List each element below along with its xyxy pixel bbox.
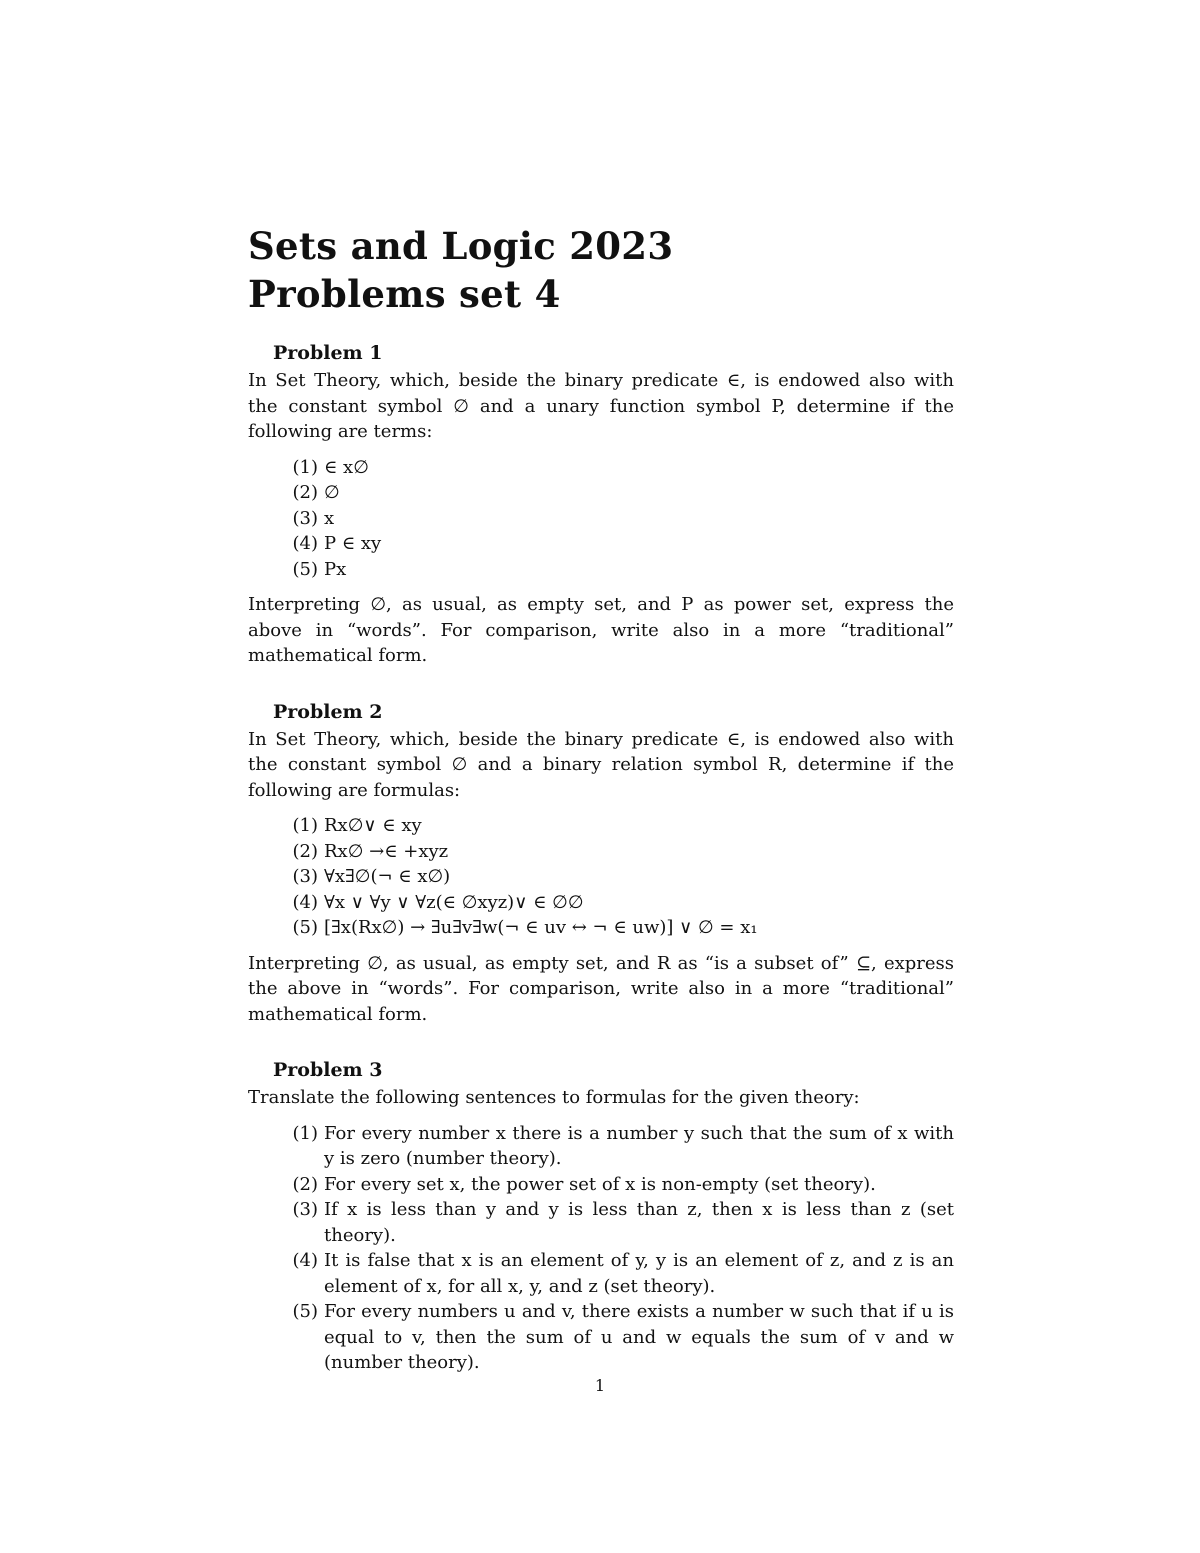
page-number: 1 [594,1376,606,1395]
list-item [248,1197,954,1248]
list-item [248,455,954,481]
problem-intro: In Set Theory, which, beside the binary predicate ∈, is endowed also with the constant symbol ∅ and a binary relation symbol R, determine if the following are formulas: [248,728,954,801]
item-text: For every numbers u and v, there exists a number w such that if u is equal to v, then the sum of u and w equals the sum of v and w (number theory). [324,1301,954,1373]
item-number: (4) [292,1250,318,1271]
problem-items [248,455,954,583]
item-text: For every set x, the power set of x is non-empty (set theory). [324,1173,876,1195]
item-text: If x is less than y and y is less than z, then x is less than z (set theory). [324,1199,954,1246]
item-number: (5) [292,917,318,938]
problem-items [248,1121,954,1376]
item-number: (2) [292,1173,318,1195]
list-item [248,1299,954,1376]
list-item [248,1121,954,1172]
item-number: (3) [292,507,318,529]
item-text: ∅ [324,482,340,503]
item-text: ∀x∃∅(¬ ∈ x∅) [324,866,451,887]
problem-heading: Problem 1 [273,342,383,364]
list-item [248,531,954,557]
problem-intro: Translate the following sentences to formulas for the given theory: [248,1087,860,1108]
item-number: (5) [292,558,318,580]
item-text: ∈ x∅ [324,456,369,478]
problem-1 [248,340,954,669]
title-line-1: Sets and Logic 2023 [248,224,674,268]
list-item [248,813,954,839]
problem-intro: In Set Theory, which, beside the binary predicate ∈, is endowed also with the constant symbol ∅ and a unary function symbol P, determine if the following are terms: [248,370,954,442]
list-item [248,557,954,583]
list-item [248,890,954,916]
item-text: x [324,507,335,529]
title-line-2: Problems set 4 [248,272,561,316]
document-page [248,222,954,1386]
problem-outro: Interpreting ∅, as usual, as empty set, and P as power set, express the above in “words”. For comparison, write also in a more “traditional” mathematical form. [248,594,954,666]
item-text: Rx∅∨ ∈ xy [324,815,422,836]
item-number: (1) [292,1122,318,1144]
problem-heading: Problem 2 [273,700,383,723]
item-number: (3) [292,866,318,887]
list-item [248,864,954,890]
item-number: (2) [292,482,318,503]
item-text: [∃x(Rx∅) → ∃u∃v∃w(¬ ∈ uv ↔ ¬ ∈ uw)] ∨ ∅ = x₁ [324,917,758,938]
item-text: For every number x there is a number y such that the sum of x with y is zero (number theory). [324,1122,954,1169]
item-number: (2) [292,840,318,862]
item-number: (1) [292,815,318,836]
list-item [248,1248,954,1299]
document-title [248,222,954,318]
list-item [248,480,954,506]
problem-2 [248,699,954,1028]
item-text: ∀x ∨ ∀y ∨ ∀z(∈ ∅xyz)∨ ∈ ∅∅ [324,891,584,913]
problem-items [248,813,954,941]
item-text: Rx∅ →∈ +xyz [324,840,449,862]
list-item [248,839,954,865]
item-number: (4) [292,891,318,913]
item-text: It is false that x is an element of y, y is an element of z, and z is an element of x, for all x, y, and z (set theory). [324,1250,954,1297]
item-text: P ∈ xy [324,533,382,554]
item-number: (3) [292,1199,318,1220]
item-number: (1) [292,456,318,478]
item-text: Px [324,558,347,580]
item-number: (4) [292,533,318,554]
problem-outro: Interpreting ∅, as usual, as empty set, and R as “is a subset of” ⊆, express the above in “words”. For comparison, write also in a more “traditional” mathematical form. [248,952,954,1025]
list-item [248,506,954,532]
list-item [248,915,954,941]
item-number: (5) [292,1301,318,1322]
problem-heading: Problem 3 [273,1059,383,1081]
problem-3 [248,1057,954,1376]
list-item [248,1172,954,1198]
